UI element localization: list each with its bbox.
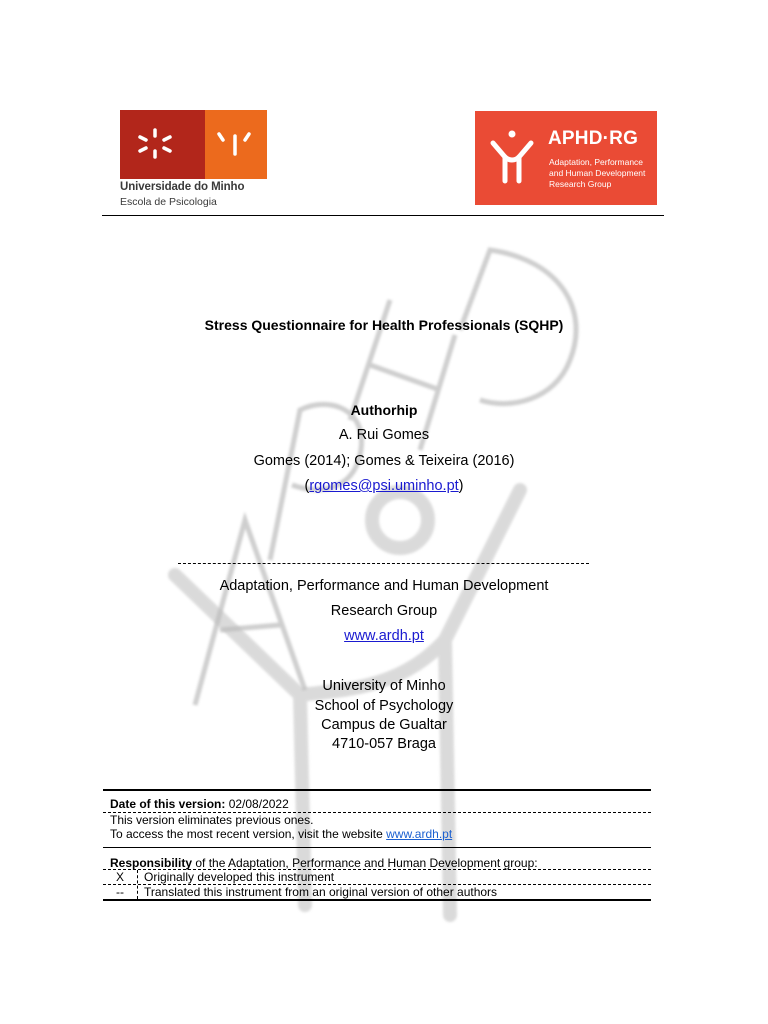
version-box-bottom-rule [103, 899, 651, 901]
um-figure-icon [205, 110, 267, 179]
section-separator [178, 563, 589, 564]
responsibility-row-text: Originally developed this instrument [144, 870, 335, 884]
author-email-line: (rgomes@psi.uminho.pt) [304, 478, 464, 494]
version-access-link[interactable]: www.ardh.pt [386, 827, 453, 841]
group-website-link[interactable]: www.ardh.pt [344, 628, 424, 644]
address-line: 4710-057 Braga [332, 736, 436, 752]
aphd-rg-logo [475, 111, 657, 205]
version-box-top-rule [103, 789, 651, 791]
group-name-line1: Adaptation, Performance and Human Development [219, 578, 549, 594]
version-date-line [110, 797, 289, 811]
um-red-block [120, 110, 205, 179]
authorship-heading: Authorhip [350, 402, 418, 418]
author-email-link[interactable]: rgomes@psi.uminho.pt [309, 478, 459, 494]
address-line: Campus de Gualtar [321, 717, 447, 733]
document-title: Stress Questionnaire for Health Professionals (SQHP) [204, 317, 564, 333]
responsibility-mark: X [115, 870, 124, 884]
address-line: School of Psychology [314, 698, 454, 714]
version-eliminates-line: This version eliminates previous ones. [110, 813, 314, 827]
author-references: Gomes (2014); Gomes & Teixeira (2016) [253, 453, 515, 469]
aphd-figure-icon [483, 111, 543, 205]
university-school: Escola de Psicologia [120, 196, 217, 208]
author-name: A. Rui Gomes [338, 427, 430, 443]
address-line: University of Minho [322, 678, 446, 694]
group-website-line [0, 628, 768, 644]
aphd-subtitle: Adaptation, Performance and Human Development Research Group [549, 157, 646, 189]
header-divider [102, 215, 664, 216]
university-name: Universidade do Minho [120, 181, 245, 193]
um-star-icon [120, 110, 205, 179]
version-box-mid-rule [103, 847, 651, 848]
version-date-value: 02/08/2022 [228, 797, 289, 811]
responsibility-mark: -- [116, 885, 124, 899]
um-orange-block [205, 110, 267, 179]
version-access-line: To access the most recent version, visit the website www.ardh.pt [110, 827, 453, 841]
university-of-minho-logo [120, 110, 267, 210]
responsibility-line: Responsibility of the Adaptation, Performance and Human Development group: [110, 856, 538, 870]
aphd-title: APHD·RG [548, 128, 639, 149]
version-date-label: Date of this version: [110, 797, 226, 811]
responsibility-row-text: Translated this instrument from an original version of other authors [144, 885, 498, 899]
responsibility-label: Responsibility [110, 856, 193, 870]
group-name-line2: Research Group [330, 603, 438, 619]
